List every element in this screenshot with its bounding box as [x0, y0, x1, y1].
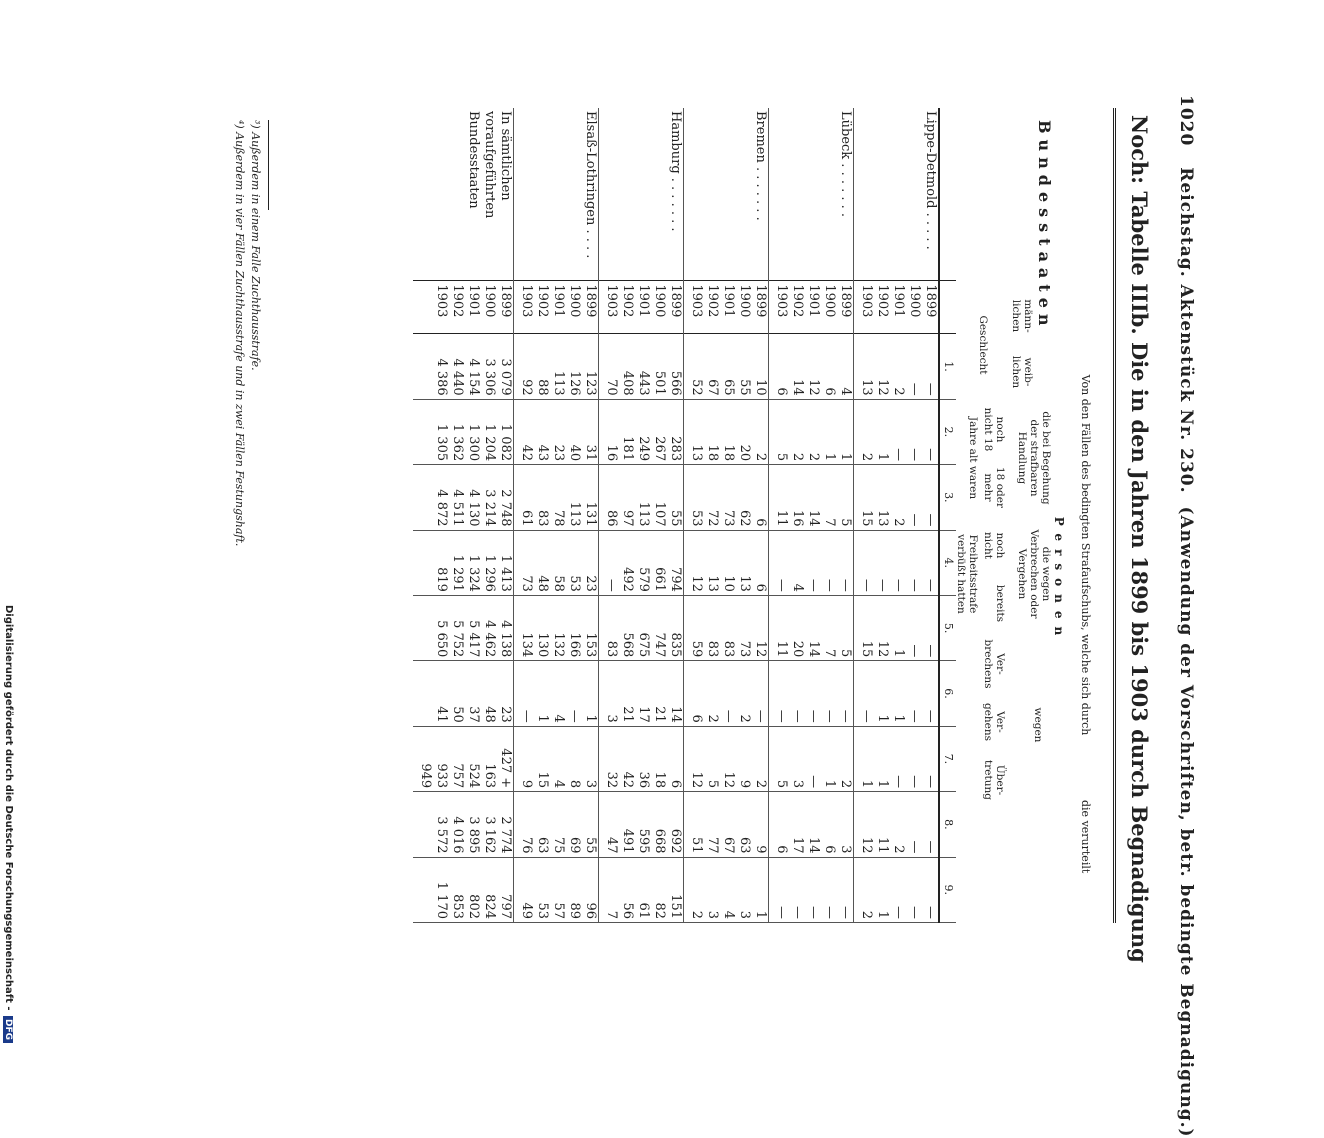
page-number: 1020	[1176, 95, 1196, 147]
cell: — — 2 11 12	[854, 792, 940, 857]
statistics-table	[413, 108, 956, 923]
header-source: Reichstag. Aktenstück Nr. 230.	[1176, 167, 1196, 494]
label-geschlecht: Geschlecht	[977, 315, 989, 375]
label-vergehens: Ver-gehens	[981, 702, 1006, 742]
table-caption: Von den Fällen des bedingten Strafaufschubs, welche sich durch	[1079, 374, 1092, 736]
label-verurteilt: die verurteilt	[1079, 800, 1092, 874]
year-list: 1899 1900 1901 1902 1903	[599, 281, 684, 334]
year-list: 1899 1900 1901 1902 1903	[769, 281, 854, 334]
cell: 566 501 443 408 70	[599, 334, 684, 399]
running-header	[1176, 95, 1196, 1138]
cell: 1 3 4 3 2	[684, 857, 769, 922]
cell: 10 55 65 67 52	[684, 334, 769, 399]
dfg-logo: DFG	[3, 1016, 13, 1043]
cell: 6 18 36 42 32	[599, 726, 684, 791]
label-jahre-alt: Jahre alt waren	[967, 416, 979, 500]
label-freiheitsstrafe: Freiheitsstrafe verbüßt hatten	[954, 534, 979, 614]
footnote-rule	[268, 120, 269, 210]
state-name: In sämtlichen voraufgeführten Bundesstaaten	[466, 111, 513, 219]
cell: — — — — —	[769, 661, 854, 726]
cell: — — — — —	[769, 857, 854, 922]
cell: 2 1 — 3 5	[769, 726, 854, 791]
cell: 3 6 14 17 6	[769, 792, 854, 857]
label-wegen-verbrechen: die wegen Verbrechen oder Vergehen	[1015, 529, 1052, 619]
table-row	[769, 108, 854, 923]
cell: 283 267 249 181 16	[599, 399, 684, 464]
state-name: Hamburg . . . . . . .	[599, 108, 684, 281]
column-number: 7.	[939, 726, 956, 791]
column-number: 1.	[939, 334, 956, 399]
state-name: Elsaß-Lothringen . . . .	[514, 108, 599, 281]
cell: 4 138 4 462 5 417 5 752 5 650	[413, 595, 514, 660]
cell: — 2 — 2 6	[684, 661, 769, 726]
label-weiblich: weib-lichen	[1009, 355, 1034, 389]
label-18-oder-mehr: 18 oder mehr	[981, 467, 1006, 508]
cell: 1 1 2 2 5	[769, 399, 854, 464]
column-number: 9.	[939, 857, 956, 922]
column-number-row	[939, 108, 956, 923]
cell: 6 62 73 72 53	[684, 465, 769, 530]
cell: 96 89 57 53 49	[514, 857, 599, 922]
cell: — — — 1 1	[854, 726, 940, 791]
label-bundesstaaten: Bundesstaaten	[1035, 120, 1054, 332]
cell: 31 40 23 43 42	[514, 399, 599, 464]
cell: — — — — —	[854, 530, 940, 595]
cell: 1 082 1 204 1 300 1 362 1 305	[413, 399, 514, 464]
year-list: 1899 1900 1901 1902 1903	[684, 281, 769, 334]
column-number: 8.	[939, 792, 956, 857]
table-title: Noch: Tabelle IIIb. Die in den Jahren 1899 bis 1903 durch Begnadigung	[1127, 115, 1152, 963]
label-bereits: bereits	[994, 584, 1006, 623]
cell: 151 82 61 56 7	[599, 857, 684, 922]
cell: — — — 1 2	[854, 857, 940, 922]
cell: 3 8 4 15 9	[514, 726, 599, 791]
credit-text: Digitalisierung gefördert durch die Deutsche Forschungsgemeinschaft -	[3, 605, 14, 1011]
footnote: ⁴) Außerdem in vier Fällen Zuchthausstrafe und in zwei Fällen Festungshaft.	[233, 120, 246, 547]
cell: 427 + 163 524 757 933 949	[413, 726, 514, 791]
label-noch-nicht-18: noch nicht 18	[981, 407, 1006, 452]
column-number: 2.	[939, 399, 956, 464]
table-row	[854, 108, 940, 923]
cell: 1 413 1 296 1 324 1 291 819	[413, 530, 514, 595]
state-name: Bremen . . . . . . .	[684, 108, 769, 281]
header-subject: (Anwendung der Vorschriften, betr. bedingte Begnadigung.)	[1176, 506, 1196, 1138]
cell: 55 69 75 63 76	[514, 792, 599, 857]
column-number: 5.	[939, 595, 956, 660]
cell: 2 774 3 162 3 895 4 016 3 572	[413, 792, 514, 857]
column-number: 4.	[939, 530, 956, 595]
year-list: 1899 1900 1901 1902 1903	[413, 281, 514, 334]
state-name: Lübeck . . . . . . .	[769, 108, 854, 281]
cell: 692 668 595 491 47	[599, 792, 684, 857]
cell: 12 73 83 83 59	[684, 595, 769, 660]
cell: — — — 4 —	[769, 530, 854, 595]
cell: 2 20 18 18 13	[684, 399, 769, 464]
label-bei-begehung: die bei Begehung der strafbaren Handlung	[1015, 411, 1052, 505]
cell: 123 126 113 88 92	[514, 334, 599, 399]
column-number: 3.	[939, 465, 956, 530]
top-rule	[1113, 108, 1116, 923]
label-noch-nicht: noch nicht	[981, 532, 1006, 559]
cell: 2 748 3 214 4 130 4 511 4 872	[413, 465, 514, 530]
cell: 9 63 67 77 51	[684, 792, 769, 857]
cell: 5 7 14 20 11	[769, 595, 854, 660]
cell: 131 113 78 83 61	[514, 465, 599, 530]
table-row	[684, 108, 769, 923]
cell: — — — 1 2	[854, 399, 940, 464]
cell: 3 079 3 306 4 154 4 440 4 386	[413, 334, 514, 399]
cell: 6 13 10 13 12	[684, 530, 769, 595]
label-wegen: wegen	[1032, 707, 1044, 743]
state-name: Lippe-Detmold . . . . .	[854, 108, 940, 281]
cell: 835 747 675 568 83	[599, 595, 684, 660]
year-list: 1899 1900 1901 1902 1903	[854, 281, 940, 334]
table-row-total	[413, 108, 514, 923]
cell: — — 2 12 13	[854, 334, 940, 399]
cell: 4 6 12 14 6	[769, 334, 854, 399]
cell: 794 661 579 492 —	[599, 530, 684, 595]
cell: 55 107 113 97 86	[599, 465, 684, 530]
footnote: ³) Außerdem in einem Falle Zuchthausstrafe.	[249, 120, 262, 371]
label-verbrechens: Ver-brechens	[981, 639, 1006, 689]
cell: 5 7 14 16 11	[769, 465, 854, 530]
year-list: 1899 1900 1901 1902 1903	[514, 281, 599, 334]
cell: 2 9 12 5 12	[684, 726, 769, 791]
label-personen: Personen	[1052, 516, 1066, 644]
table-row	[514, 108, 599, 923]
digitization-credit	[3, 605, 14, 1043]
cell: — — 1 1 —	[854, 661, 940, 726]
cell: 23 48 37 50 41	[413, 661, 514, 726]
cell: 153 166 132 130 134	[514, 595, 599, 660]
cell: — — 1 12 15	[854, 595, 940, 660]
cell: — — 2 13 15	[854, 465, 940, 530]
table-row	[599, 108, 684, 923]
label-maennlich: männ-lichen	[1009, 299, 1034, 333]
cell: 1 — 4 1 —	[514, 661, 599, 726]
column-number: 6.	[939, 661, 956, 726]
cell: 14 21 17 21 3	[599, 661, 684, 726]
label-uebertretung: Über-tretung	[981, 760, 1006, 800]
cell: 797 824 802 853 1 170	[413, 857, 514, 922]
cell: 23 53 58 48 73	[514, 530, 599, 595]
